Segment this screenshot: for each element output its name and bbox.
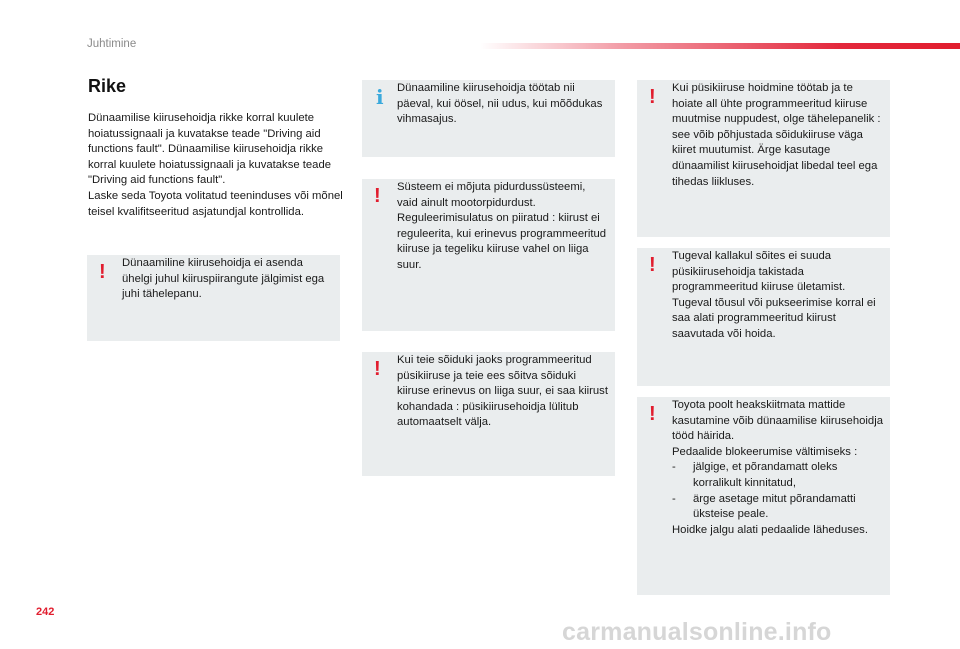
list-item	[672, 492, 884, 523]
warning-box-button-hold	[637, 80, 890, 237]
warning-box-text: Süsteem ei mõjuta pidurdussüsteemi, vaid ainult mootorpidurdust. Reguleerimisulatus on piiratud : kiirust ei reguleerita, kui erinevus programmeeritud kiiruse ja tegeliku kiiruse vahel on liiga suur.	[397, 181, 607, 271]
mats-outro: Hoidke jalgu alati pedaalide läheduses.	[672, 523, 868, 536]
warning-box-slope	[637, 248, 890, 386]
warning-box-content	[672, 398, 884, 538]
list-dash: -	[672, 492, 676, 505]
list-item-text: ärge asetage mitut põrandamatti üksteise peale.	[693, 492, 856, 521]
warning-exclamation-icon: !	[99, 261, 106, 283]
header-accent-bar	[480, 43, 960, 49]
warning-box-attention	[87, 255, 340, 341]
warning-exclamation-icon: !	[649, 403, 656, 425]
warning-exclamation-icon: !	[374, 358, 381, 380]
watermark: carmanualsonline.info	[562, 618, 832, 646]
mats-intro: Toyota poolt heakskiitmata mattide kasutamine võib dünaamilise kiirusehoidja tööd häirida.	[672, 399, 883, 443]
mats-list-intro: Pedaalide blokeerumise vältimiseks :	[672, 445, 858, 458]
warning-box-speed-difference	[362, 352, 615, 476]
info-i-icon: i	[376, 85, 384, 109]
warning-box-text: Kui püsikiiruse hoidmine töötab ja te hoiate all ühte programmeeritud kiiruse muutmise nuppudest, olge tähelepanelik : see võib põhjustada sõidukiiruse väga kiiret muutumist. Ärge kasutage dünaamilist kiirusehoidjat libedal teel ega tihedas liikluses.	[672, 82, 881, 188]
list-item-text: jälgige, et põrandamatt oleks korralikult kinnitatud,	[693, 461, 838, 489]
page-title: Rike	[88, 76, 127, 96]
list-item	[672, 460, 884, 491]
warning-box-text: Tugeval kallakul sõites ei suuda püsikiirusehoidja takistada programmeeritud kiiruse ületamist. Tugeval tõusul või pukseerimise korral ei saa alati programmeeritud kiirust saavutada või hoida.	[672, 250, 876, 340]
info-box-weather	[362, 80, 615, 157]
warning-box-floor-mats	[637, 397, 890, 595]
warning-exclamation-icon: !	[649, 254, 656, 276]
warning-exclamation-icon: !	[374, 185, 381, 207]
list-dash: -	[672, 461, 676, 474]
intro-text	[88, 111, 346, 220]
page-number: 242	[36, 606, 55, 618]
header-section-label: Juhtimine	[87, 38, 137, 50]
info-box-text: Dünaamiline kiirusehoidja töötab nii päeval, kui öösel, nii udus, kui mõõdukas vihmasajus.	[397, 82, 603, 126]
intro-paragraph-1: Dünaamilise kiirusehoidja rikke korral kuulete hoiatussignaali ja kuvatakse teade "Driving aid functions fault". Dünaamilise kiirusehoidja rikke korral kuulete hoiatussignaali ja kuvatakse teade "Driving aid functions fault".	[88, 112, 332, 187]
warning-box-text: Kui teie sõiduki jaoks programmeeritud püsikiiruse ja teie ees sõitva sõiduki kiiruse erinevus on liiga suur, ei saa kiirust kohandada : püsikiirusehoidja lülitub automaatselt välja.	[397, 354, 608, 429]
warning-box-braking	[362, 179, 615, 331]
warning-box-text: Dünaamiline kiirusehoidja ei asenda ühelgi juhul kiiruspiirangute jälgimist ega juhi tähelepanu.	[122, 257, 325, 301]
warning-exclamation-icon: !	[649, 86, 656, 108]
intro-paragraph-2: Laske seda Toyota volitatud teeninduses või mõnel teisel kvalifitseeritud asjatundjal kontrollida.	[88, 189, 343, 218]
